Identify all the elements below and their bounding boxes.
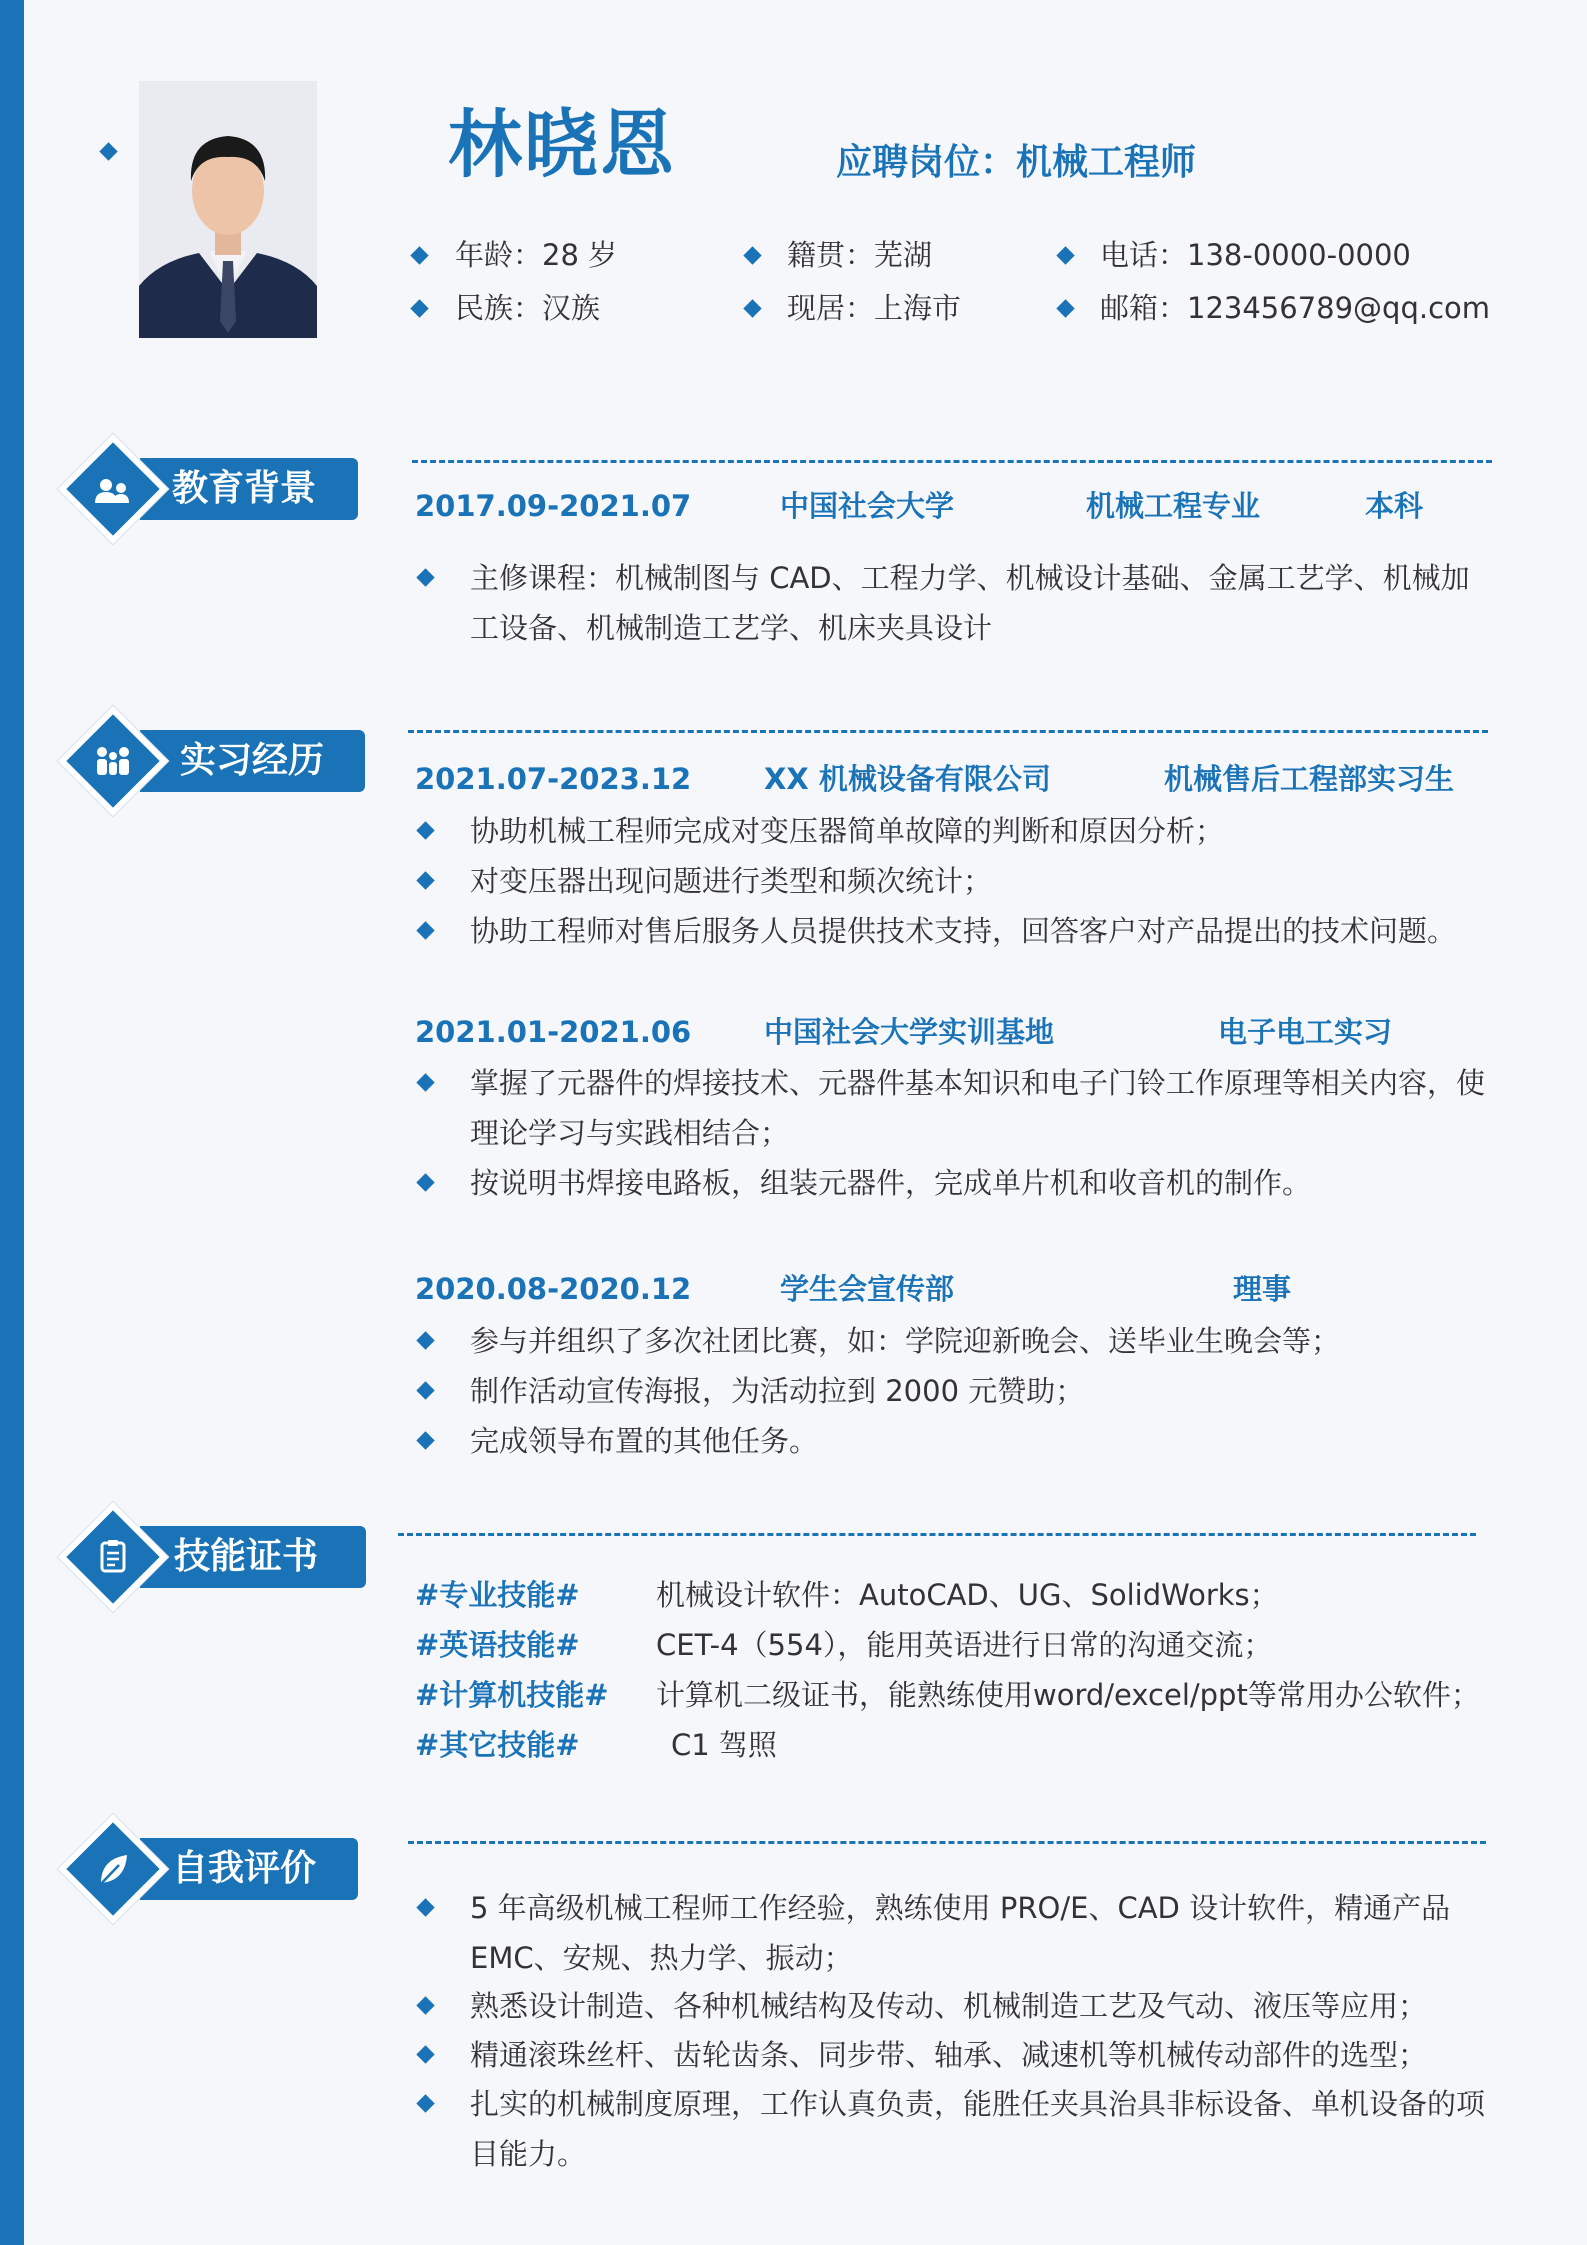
- section-title: 实习经历: [180, 740, 325, 781]
- internship-period: 2020.08-2020.12: [415, 1272, 692, 1306]
- internship-item: 按说明书焊接电路板，组装元器件，完成单片机和收音机的制作。: [470, 1166, 1312, 1200]
- internship-org: XX 机械设备有限公司: [764, 762, 1051, 796]
- section-divider: [412, 460, 1492, 463]
- info-hometown: 籍贯：芜湖: [787, 238, 933, 272]
- section-divider: [398, 1533, 1476, 1536]
- info-residence: 现居：上海市: [787, 291, 962, 325]
- internship-role: 电子电工实习: [1218, 1015, 1393, 1049]
- info-bullet-icon: [1056, 246, 1074, 264]
- internship-item: 协助工程师对售后服务人员提供技术支持，回答客户对产品提出的技术问题。: [470, 914, 1457, 948]
- bullet-icon: [416, 821, 434, 839]
- clipboard-icon: [83, 1527, 143, 1587]
- internship-org: 学生会宣传部: [780, 1272, 955, 1306]
- bullet-icon: [416, 1173, 434, 1191]
- skill-tag: #专业技能#: [415, 1578, 580, 1612]
- applied-position: 应聘岗位：机械工程师: [836, 142, 1197, 183]
- bullet-icon: [416, 2094, 434, 2112]
- internship-item: 制作活动宣传海报，为活动拉到 2000 元赞助；: [470, 1374, 1085, 1408]
- bullet-icon: [416, 1381, 434, 1399]
- bullet-icon: [416, 2045, 434, 2063]
- info-bullet-icon: [743, 246, 761, 264]
- evaluation-item: 熟悉设计制造、各种机械结构及传动、机械制造工艺及气动、液压等应用；: [470, 1989, 1428, 2023]
- internship-item: 对变压器出现问题进行类型和频次统计；: [470, 864, 993, 898]
- people-group-icon: [83, 459, 143, 519]
- info-age: 年龄：28 岁: [455, 238, 618, 272]
- avatar: [139, 81, 317, 338]
- skill-value: 机械设计软件：AutoCAD、UG、SolidWorks；: [656, 1578, 1279, 1612]
- header-diamond-icon: [99, 142, 117, 160]
- candidate-name: 林晓恩: [448, 102, 676, 188]
- internship-item: 参与并组织了多次社团比赛，如：学院迎新晚会、送毕业生晚会等；: [470, 1324, 1341, 1358]
- bullet-icon: [416, 1898, 434, 1916]
- bullet-icon: [416, 568, 434, 586]
- info-bullet-icon: [410, 246, 428, 264]
- skill-tag: #其它技能#: [415, 1728, 580, 1762]
- info-ethnicity: 民族：汉族: [455, 291, 601, 325]
- section-divider: [408, 1841, 1486, 1844]
- info-bullet-icon: [743, 299, 761, 317]
- bullet-icon: [416, 921, 434, 939]
- left-accent-bar: [0, 0, 24, 2245]
- section-title: 技能证书: [174, 1536, 319, 1577]
- info-bullet-icon: [410, 299, 428, 317]
- skill-value: C1 驾照: [671, 1728, 777, 1762]
- internship-role: 理事: [1233, 1272, 1292, 1306]
- info-bullet-icon: [1056, 299, 1074, 317]
- bullet-icon: [416, 1996, 434, 2014]
- skill-value: CET-4（554），能用英语进行日常的沟通交流；: [656, 1628, 1273, 1662]
- team-icon: [83, 731, 143, 791]
- education-period: 2017.09-2021.07: [415, 489, 692, 523]
- internship-item: 完成领导布置的其他任务。: [470, 1424, 819, 1458]
- education-degree: 本科: [1365, 489, 1424, 523]
- education-school: 中国社会大学: [780, 489, 955, 523]
- section-title: 教育背景: [172, 468, 317, 509]
- internship-role: 机械售后工程部实习生: [1164, 762, 1455, 796]
- internship-period: 2021.07-2023.12: [415, 762, 692, 796]
- skill-tag: #英语技能#: [415, 1628, 580, 1662]
- evaluation-item: 扎实的机械制度原理，工作认真负责，能胜任夹具治具非标设备、单机设备的项目能力。: [470, 2087, 1486, 2171]
- skill-tag: #计算机技能#: [415, 1678, 609, 1712]
- bullet-icon: [416, 1331, 434, 1349]
- bullet-icon: [416, 1431, 434, 1449]
- evaluation-item: 5 年高级机械工程师工作经验，熟练使用 PRO/E、CAD 设计软件，精通产品 EMC、安规、热力学、振动；: [470, 1891, 1451, 1975]
- info-phone: 电话：138-0000-0000: [1100, 238, 1411, 272]
- internship-org: 中国社会大学实训基地: [764, 1015, 1055, 1049]
- education-major: 机械工程专业: [1086, 489, 1261, 523]
- section-divider: [408, 730, 1488, 733]
- skill-value: 计算机二级证书，能熟练使用word/excel/ppt等常用办公软件；: [656, 1678, 1480, 1712]
- bullet-icon: [416, 1073, 434, 1091]
- bullet-icon: [416, 871, 434, 889]
- internship-item: 掌握了元器件的焊接技术、元器件基本知识和电子门铃工作原理等相关内容，使理论学习与实践相结合；: [470, 1066, 1486, 1150]
- section-title: 自我评价: [172, 1848, 317, 1889]
- internship-period: 2021.01-2021.06: [415, 1015, 692, 1049]
- internship-item: 协助机械工程师完成对变压器简单故障的判断和原因分析；: [470, 814, 1225, 848]
- info-email: 邮箱：123456789@qq.com: [1100, 291, 1491, 325]
- leaf-icon: [83, 1839, 143, 1899]
- education-courses: 主修课程：机械制图与 CAD、工程力学、机械设计基础、金属工艺学、机械加工设备、机械制造工艺学、机床夹具设计: [470, 561, 1470, 645]
- evaluation-item: 精通滚珠丝杆、齿轮齿条、同步带、轴承、减速机等机械传动部件的选型；: [470, 2038, 1428, 2072]
